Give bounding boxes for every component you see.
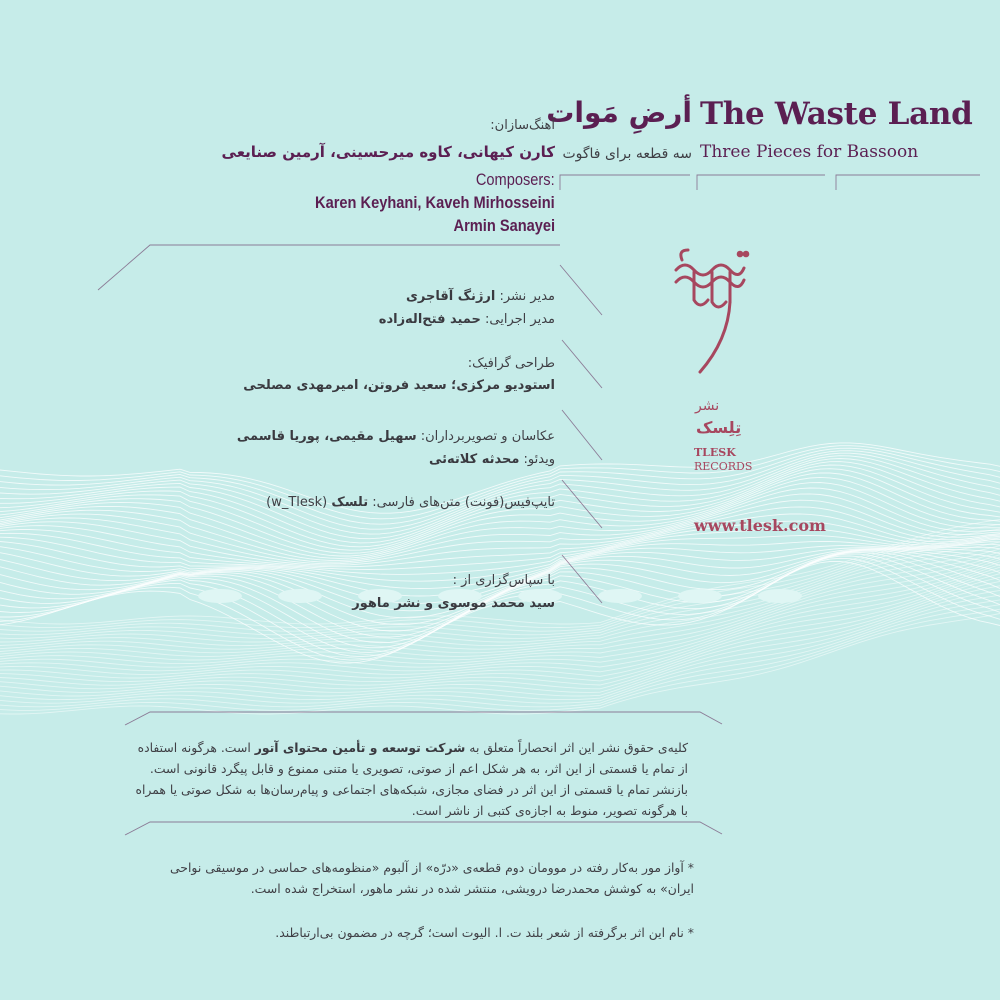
copyright-company: شرکت توسعه و تأمین محتوای آتور xyxy=(254,740,466,755)
album-subtitle-fa: سه قطعه برای فاگوت xyxy=(562,146,692,162)
video-line xyxy=(429,452,555,467)
graphic-design-label: طراحی گرافیک: xyxy=(467,356,555,371)
website-link[interactable]: www.tlesk.com xyxy=(694,516,826,535)
guide-line xyxy=(125,822,722,835)
wave-bead xyxy=(278,589,322,603)
composers-names-en-line2: Armin Sanayei xyxy=(453,216,555,235)
executive-manager-line xyxy=(379,312,555,327)
copyright-notice xyxy=(133,737,688,821)
video-label: ویدئو: xyxy=(519,452,555,467)
wave-bead xyxy=(758,589,802,603)
publisher-name-en-line2: RECORDS xyxy=(694,460,753,473)
footnote-1: * آواز مور به‌کار رفته در موومان دوم قطعه‌ی «درّه» از آلبوم «منظومه‌های حماسی در موسیقی نواحی ایران» به کوشش محمدرضا درویشی، منتشر شده در نشر ماهور، استخراج شده است. xyxy=(169,860,694,896)
guide-line xyxy=(560,265,602,315)
executive-manager-label: مدیر اجرایی: xyxy=(480,312,555,327)
guide-line xyxy=(98,245,560,290)
guide-line xyxy=(562,410,602,460)
album-title-en: The Waste Land xyxy=(700,96,973,132)
wave-bead xyxy=(678,589,722,603)
thanks-names xyxy=(352,596,555,611)
publisher-label-fa: نشر xyxy=(695,398,720,414)
publisher-name-fa: تِلِسک xyxy=(696,418,742,437)
wave-bead xyxy=(598,589,642,603)
publishing-manager-line xyxy=(406,289,555,304)
publishing-manager-name: ارژنگ آقاجری xyxy=(406,289,496,304)
copyright-part2: است. هرگونه استفاده از تمام یا قسمتی از این اثر، به هر شکل اعم از صوتی، تصویری یا متنی ممنوع و قابل پیگرد قانونی است. بازنشر تمام یا قسمتی از این اثر در فضای مجازی، شبکه‌های اجتماعی و پیام‌رسان‌ها به شکل صوتی یا همراه با هرگونه تصویر، منوط به اجازه‌ی کتبی از ناشر است. xyxy=(135,740,688,818)
publishing-manager-label: مدیر نشر: xyxy=(495,289,555,304)
guide-line xyxy=(560,175,690,190)
thanks-label: با سپاس‌گزاری از : xyxy=(452,573,555,588)
guide-line xyxy=(125,712,722,725)
typeface-line xyxy=(266,495,555,510)
composers-label-fa: آهنگ‌سازان: xyxy=(490,118,555,133)
photographers-line xyxy=(237,429,555,444)
graphic-design-names xyxy=(243,378,555,393)
typeface-code: (w_Tlesk) xyxy=(266,495,328,510)
executive-manager-name: حمید فتح‌اله‌زاده xyxy=(378,312,481,327)
graphic-design-value: استودیو مرکزی؛ سعید فروتن، امیرمهدی مصلحی xyxy=(243,378,555,393)
guide-line xyxy=(562,340,602,388)
composers-names-fa: کارن کیهانی، کاوه میرحسینی، آرمین صنایعی xyxy=(221,143,555,161)
album-subtitle-en: Three Pieces for Bassoon xyxy=(700,142,919,162)
tlesk-calligraphy-logo-icon xyxy=(670,240,750,380)
album-title-fa: أرضِ مَوات xyxy=(546,96,692,129)
typeface-label: تایپ‌فیس(فونت) متن‌های فارسی: xyxy=(368,495,555,510)
footnote-2: * نام این اثر برگرفته از شعر بلند ت. ا. الیوت است؛ گرچه در مضمون بی‌ارتباطند. xyxy=(275,925,694,940)
guide-line xyxy=(697,175,825,190)
composers-label-en: Composers: xyxy=(476,170,555,189)
video-name: محدثه کلاته‌ئی xyxy=(428,452,520,467)
photographers-names: سهیل مقیمی، پوریا قاسمی xyxy=(236,429,417,444)
publisher-name-en-line1: TLESK xyxy=(694,446,736,459)
wave-line xyxy=(0,507,1000,567)
typeface-name: تلسک xyxy=(331,495,369,510)
thanks-value: سید محمد موسوی و نشر ماهور xyxy=(352,596,555,611)
composers-names-en-line1: Karen Keyhani, Kaveh Mirhosseini xyxy=(315,193,555,212)
copyright-part1: کلیه‌ی حقوق نشر این اثر انحصاراً متعلق به xyxy=(465,740,688,755)
photographers-label: عکاسان و تصویربرداران: xyxy=(416,429,555,444)
guide-line xyxy=(836,175,980,190)
wave-bead xyxy=(198,589,242,603)
